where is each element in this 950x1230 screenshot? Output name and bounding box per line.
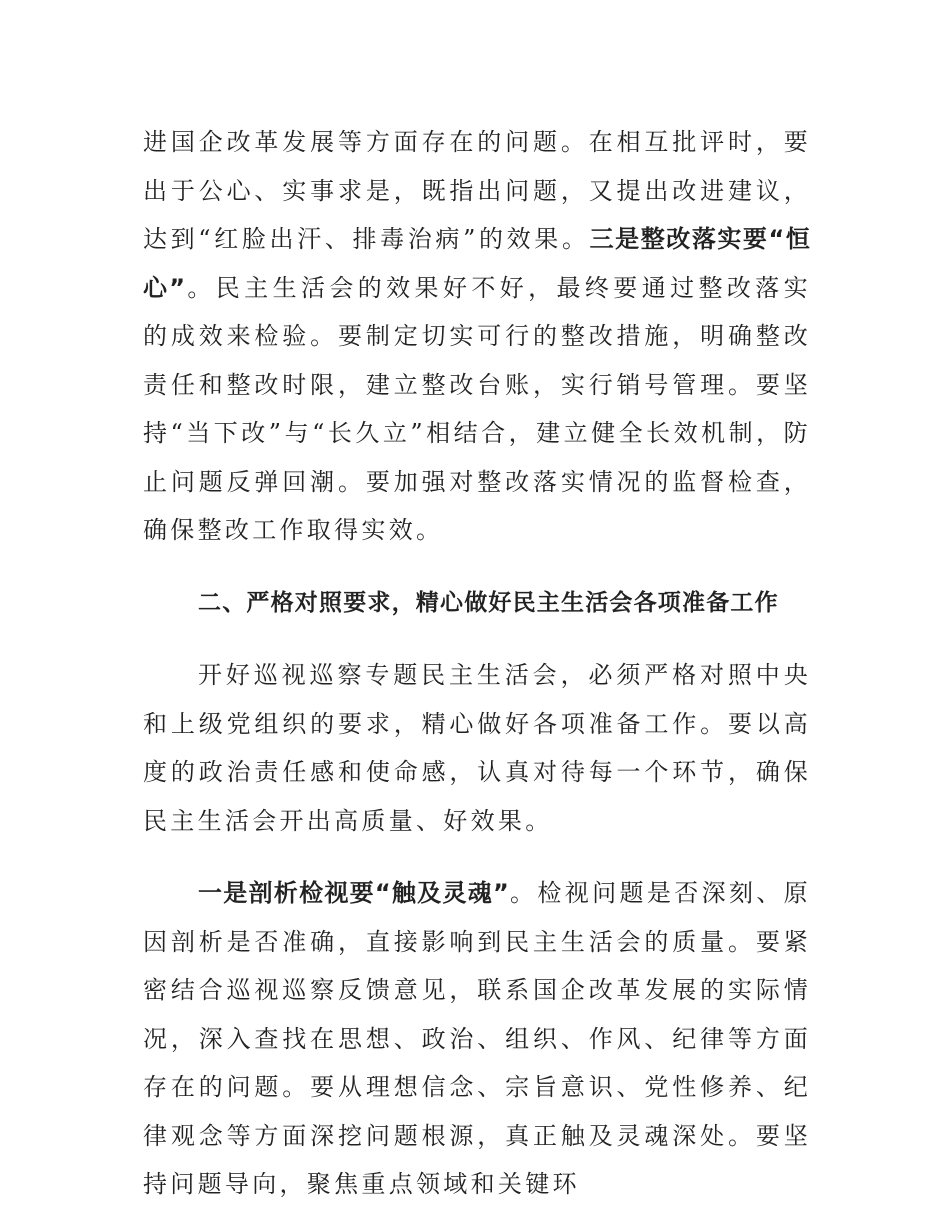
paragraph-text: 。检视问题是否深刻、原因剖析是否准确，直接影响到民主生活会的质量。要紧密结合巡视巡察反馈意见，联系国企改革发展的实际情况，深入查找在思想、政治、组织、作风、纪律等方面存在的问题。要从理想信念、宗旨意识、党性修养、纪律观念等方面深挖问题根源，真正触及灵魂深处。要坚持问题导向，聚焦重点领域和关键环 (143, 879, 811, 1198)
paragraph-intro: 开好巡视巡察专题民主生活会，必须严格对照中央和上级党组织的要求，精心做好各项准备工作。要以高度的政治责任感和使命感，认真对待每一个环节，确保民主生活会开出高质量、好效果。 (143, 661, 811, 835)
paragraph-text: 进国企改革发展等方面存在的问题。在相互批评时，要出于公心、实事求是，既指出问题，又提出改进建议，达到“红脸出汗、排毒治病”的效果。 (143, 128, 811, 253)
paragraph-continuation (143, 118, 811, 555)
section-heading: 二、严格对照要求，精心做好民主生活会各项准备工作 (198, 589, 779, 616)
paragraph-point-one (143, 869, 811, 1209)
document-body (143, 118, 811, 1209)
bold-lead-phrase: 三是整改落实要“恒心” (143, 225, 811, 302)
paragraph-text: 。民主生活会的效果好不好，最终要通过整改落实的成效来检验。要制定切实可行的整改措施，明确整改责任和整改时限，建立整改台账，实行销号管理。要坚持“当下改”与“长久立”相结合，建立健全长效机制，防止问题反弹回潮。要加强对整改落实情况的监督检查，确保整改工作取得实效。 (143, 273, 811, 544)
bold-lead-phrase: 一是剖析检视要“触及灵魂” (198, 879, 510, 907)
